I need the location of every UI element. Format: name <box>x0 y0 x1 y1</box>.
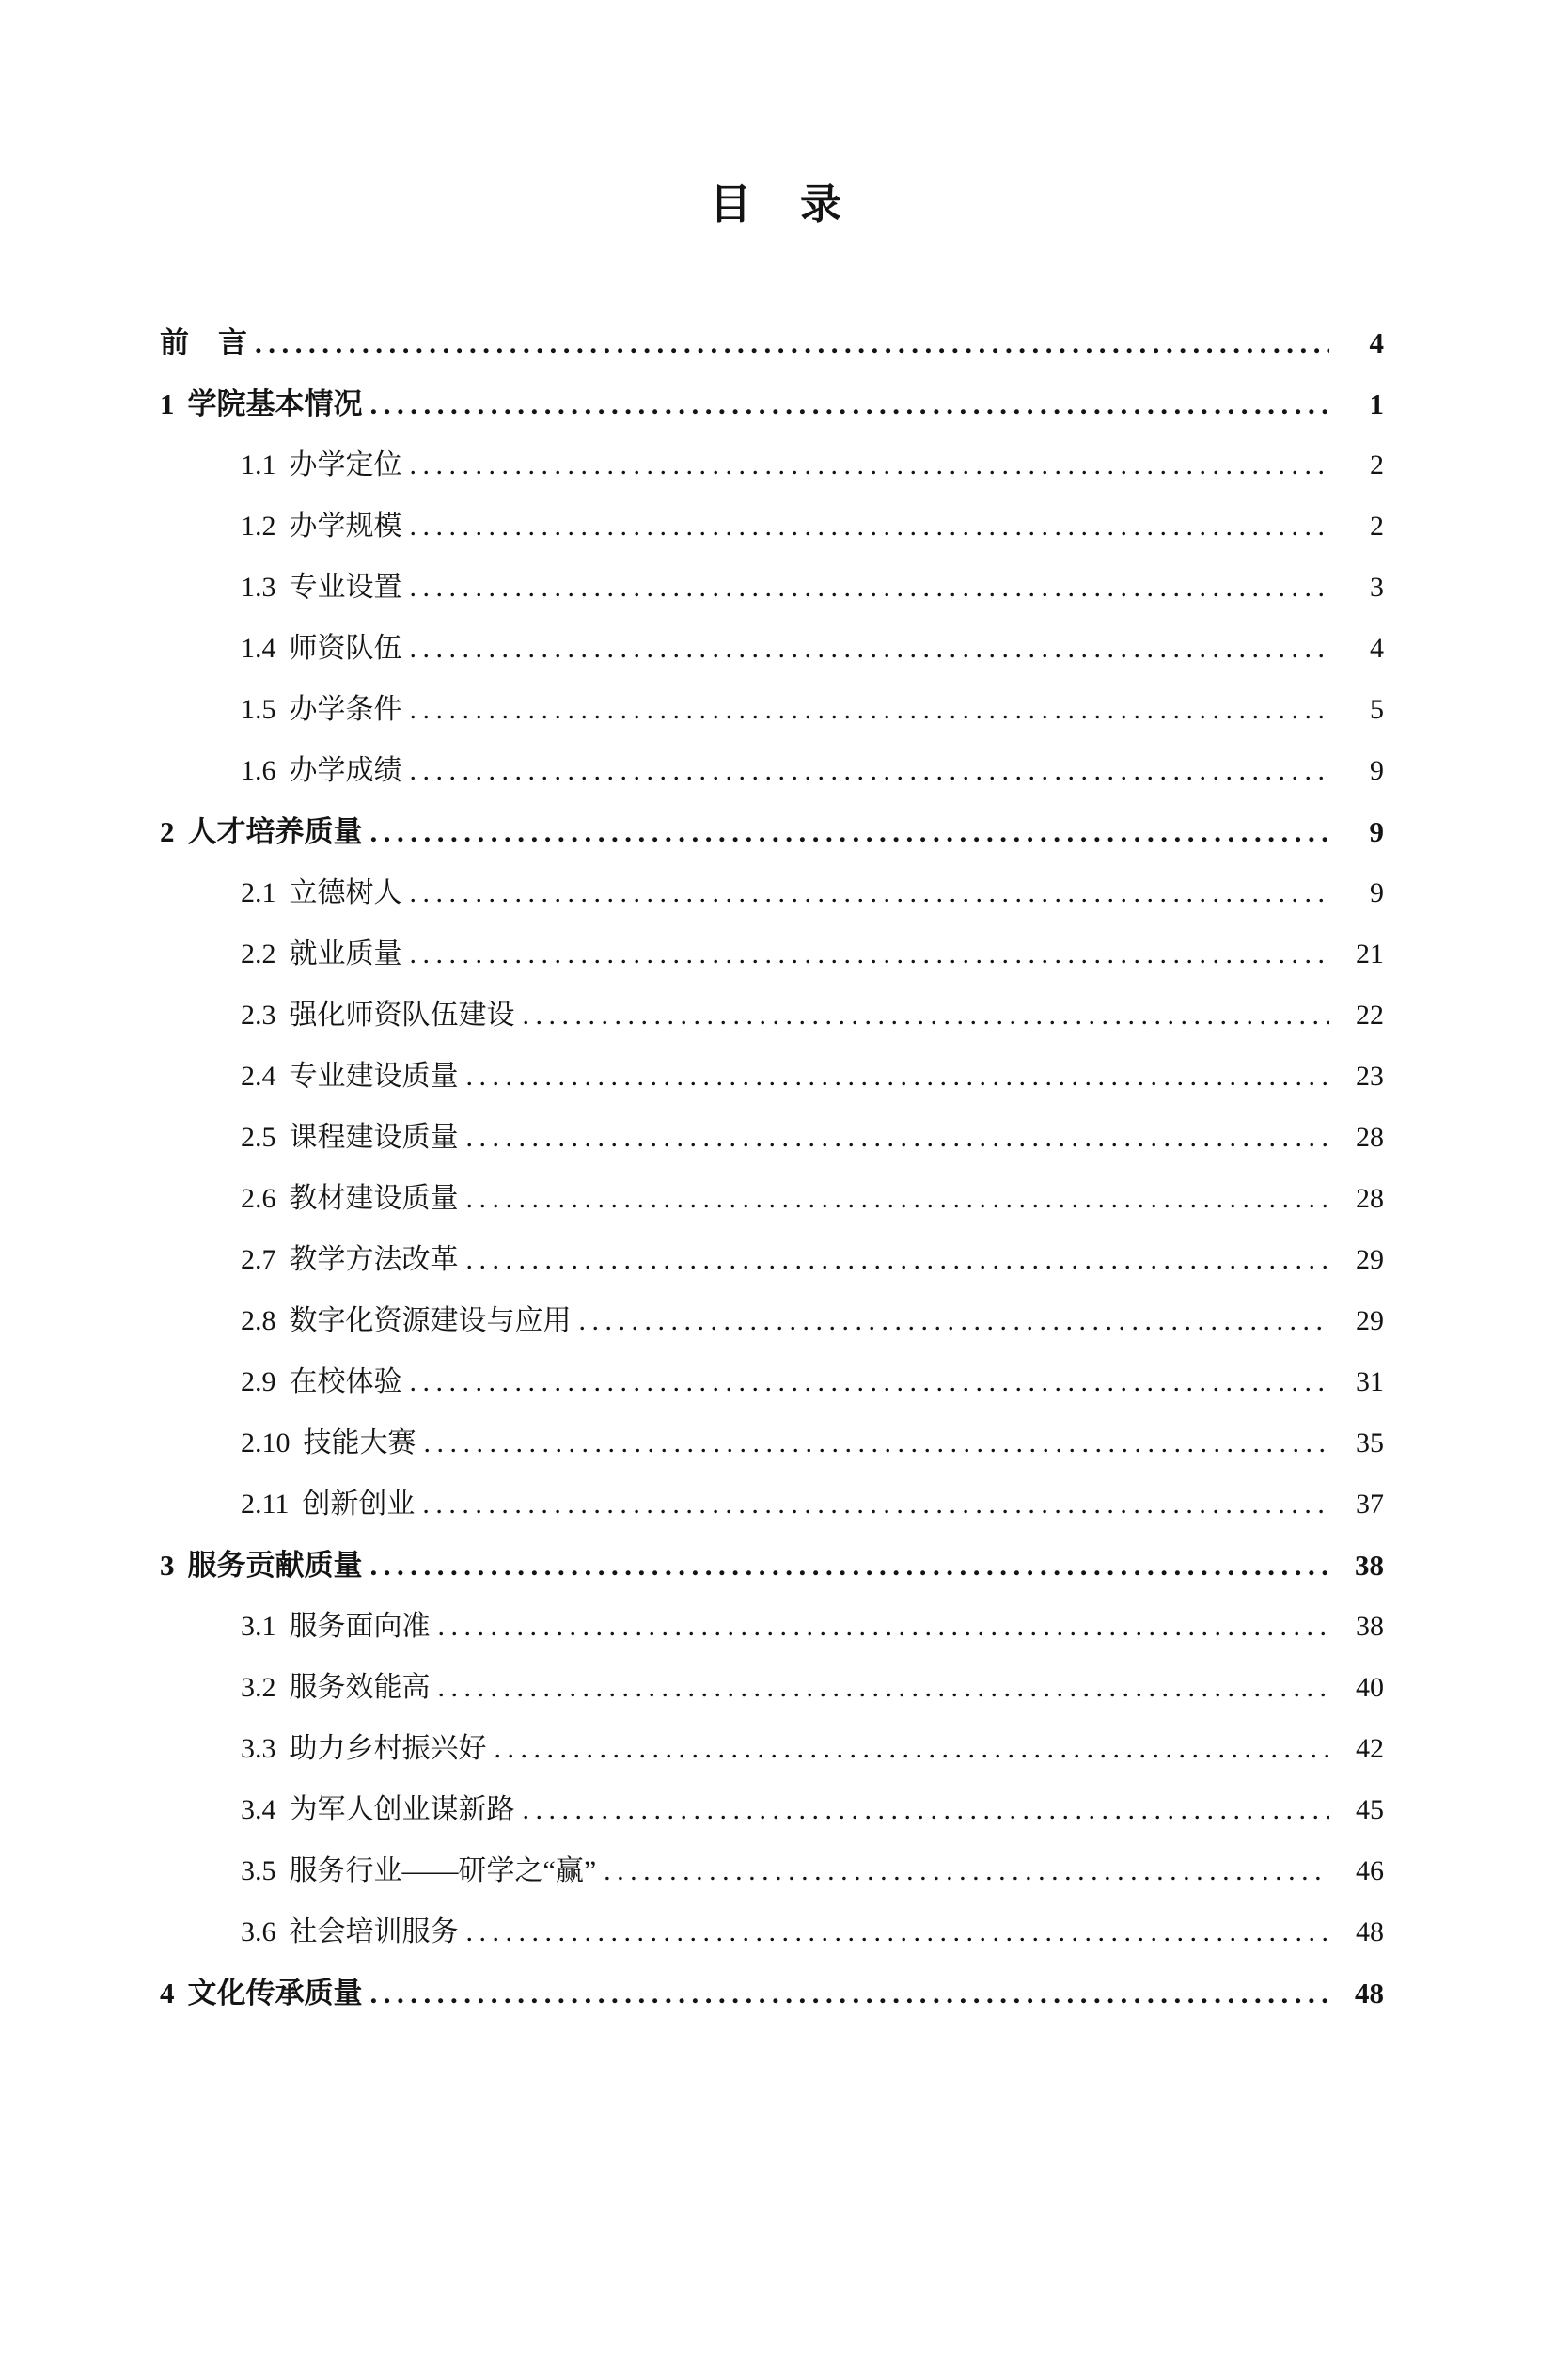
toc-entry-title: 服务行业——研学之“赢” <box>289 1854 597 1886</box>
toc-leader-dots <box>410 557 1330 618</box>
toc-entry-number: 1.6 <box>241 754 276 786</box>
toc-entry <box>160 1290 1384 1351</box>
toc-page-number: 38 <box>1355 1548 1384 1582</box>
toc-entry-number: 3.5 <box>241 1854 276 1886</box>
toc-entry-title: 服务贡献质量 <box>187 1548 363 1582</box>
toc-entry <box>160 1535 1384 1596</box>
toc-page-number: 35 <box>1356 1426 1384 1458</box>
toc-leader-dots <box>424 1412 1330 1474</box>
toc-leader-dots <box>523 1779 1330 1840</box>
toc-entry <box>160 434 1384 496</box>
toc-entry-title: 师资队伍 <box>289 632 402 664</box>
toc-page-number: 9 <box>1370 876 1384 908</box>
toc-entry-number: 4 <box>160 1976 175 2010</box>
toc-page-number: 2 <box>1370 510 1384 542</box>
toc-entry-title: 立德树人 <box>289 876 402 908</box>
toc-page-number: 48 <box>1356 1915 1384 1947</box>
toc-entry-title: 创新创业 <box>302 1488 416 1520</box>
page-title: 目 录 <box>710 181 845 228</box>
toc-entry <box>160 1596 1384 1657</box>
toc-leader-dots <box>422 1474 1329 1535</box>
toc-page-number: 38 <box>1356 1610 1384 1642</box>
toc-entry-number: 2.5 <box>241 1121 276 1153</box>
toc-leader-dots <box>438 1596 1330 1657</box>
toc-leader-dots <box>410 679 1330 740</box>
toc-entry <box>160 1107 1384 1168</box>
toc-page-number: 9 <box>1370 754 1384 786</box>
toc-entry <box>160 312 1384 373</box>
toc-entry-title: 服务面向准 <box>289 1610 431 1642</box>
toc-page-number: 40 <box>1356 1671 1384 1703</box>
toc-entry-number: 2.4 <box>241 1060 276 1092</box>
toc-entry <box>160 496 1384 557</box>
toc-entry-title: 人才培养质量 <box>187 814 363 848</box>
toc-leader-dots <box>410 862 1330 923</box>
toc-entry-number: 2.9 <box>241 1365 276 1397</box>
toc-page-number: 31 <box>1356 1365 1384 1397</box>
toc-entry-number: 3.6 <box>241 1915 276 1947</box>
toc-page-number: 42 <box>1356 1732 1384 1764</box>
toc-entry <box>160 373 1384 434</box>
toc-entry <box>160 1351 1384 1412</box>
toc-page-number: 5 <box>1370 693 1384 725</box>
toc-entry-title: 办学定位 <box>289 449 402 481</box>
toc-leader-dots <box>370 373 1330 434</box>
toc-leader-dots <box>370 1962 1330 2024</box>
toc-entry-title: 社会培训服务 <box>289 1915 459 1947</box>
toc-list <box>160 312 1384 2024</box>
toc-leader-dots <box>410 618 1330 679</box>
toc-entry <box>160 1779 1384 1840</box>
toc-leader-dots <box>466 1229 1330 1290</box>
toc-leader-dots <box>466 1168 1330 1229</box>
toc-entry-title: 专业设置 <box>289 571 402 603</box>
toc-entry-title: 办学条件 <box>289 693 402 725</box>
toc-page-number: 45 <box>1356 1793 1384 1825</box>
toc-entry-number: 3.4 <box>241 1793 276 1825</box>
toc-entry-number: 2.11 <box>241 1488 290 1520</box>
toc-entry <box>160 679 1384 740</box>
toc-entry <box>160 1962 1384 2024</box>
toc-entry-title: 学院基本情况 <box>187 386 363 420</box>
toc-entry-number: 2.1 <box>241 876 276 908</box>
toc-page-number: 4 <box>1369 325 1384 359</box>
toc-leader-dots <box>579 1290 1330 1351</box>
toc-entry <box>160 923 1384 985</box>
toc-leader-dots <box>466 1901 1330 1962</box>
toc-leader-dots <box>410 1351 1330 1412</box>
toc-page-number: 29 <box>1356 1304 1384 1336</box>
toc-entry-number: 2.2 <box>241 938 276 969</box>
toc-page-number: 48 <box>1355 1976 1384 2010</box>
toc-entry-title: 强化师资队伍建设 <box>289 999 515 1031</box>
toc-entry-title: 助力乡村振兴好 <box>289 1732 487 1764</box>
toc-page-number: 2 <box>1370 449 1384 481</box>
toc-entry <box>160 1229 1384 1290</box>
toc-page-number: 3 <box>1370 571 1384 603</box>
toc-entry-number: 1.4 <box>241 632 276 664</box>
toc-leader-dots <box>495 1718 1330 1779</box>
toc-entry <box>160 1657 1384 1718</box>
toc-entry-number: 1.1 <box>241 449 276 481</box>
toc-leader-dots <box>410 434 1330 496</box>
toc-page-number: 28 <box>1356 1121 1384 1153</box>
toc-entry <box>160 1474 1384 1535</box>
toc-entry-number: 2.7 <box>241 1243 276 1275</box>
toc-page-number: 28 <box>1356 1182 1384 1214</box>
toc-entry-title: 课程建设质量 <box>289 1121 459 1153</box>
toc-entry-number: 1.5 <box>241 693 276 725</box>
toc-entry <box>160 1046 1384 1107</box>
toc-leader-dots <box>466 1107 1330 1168</box>
toc-leader-dots <box>410 740 1330 801</box>
toc-entry-number: 3.3 <box>241 1732 276 1764</box>
toc-page-number: 21 <box>1356 938 1384 969</box>
toc-entry <box>160 1412 1384 1474</box>
toc-entry <box>160 1718 1384 1779</box>
toc-entry-title: 在校体验 <box>289 1365 402 1397</box>
toc-entry <box>160 557 1384 618</box>
toc-entry-title: 就业质量 <box>289 938 402 969</box>
toc-entry <box>160 801 1384 862</box>
toc-entry <box>160 1901 1384 1962</box>
toc-entry-title: 办学成绩 <box>289 754 402 786</box>
toc-entry-number: 3.1 <box>241 1610 276 1642</box>
toc-entry <box>160 862 1384 923</box>
toc-entry-title: 教学方法改革 <box>289 1243 459 1275</box>
toc-leader-dots <box>370 1535 1330 1596</box>
toc-leader-dots <box>466 1046 1330 1107</box>
toc-leader-dots <box>370 801 1330 862</box>
toc-leader-dots <box>604 1840 1329 1901</box>
toc-page-number: 37 <box>1356 1488 1384 1520</box>
toc-leader-dots <box>523 985 1330 1046</box>
toc-page-number: 46 <box>1356 1854 1384 1886</box>
toc-leader-dots <box>410 923 1330 985</box>
toc-entry-number: 3.2 <box>241 1671 276 1703</box>
toc-entry-number: 2 <box>160 814 175 848</box>
toc-leader-dots <box>255 312 1329 373</box>
toc-entry-title: 服务效能高 <box>289 1671 431 1703</box>
toc-entry <box>160 618 1384 679</box>
toc-page-number: 22 <box>1356 999 1384 1031</box>
toc-entry-number: 1 <box>160 386 175 420</box>
toc-leader-dots <box>410 496 1330 557</box>
document-page <box>0 181 1555 2380</box>
toc-entry-title: 教材建设质量 <box>289 1182 459 1214</box>
toc-entry-number: 1.3 <box>241 571 276 603</box>
toc-page-number: 9 <box>1369 814 1384 848</box>
toc-page-number: 29 <box>1356 1243 1384 1275</box>
toc-entry-title: 为军人创业谋新路 <box>289 1793 515 1825</box>
toc-entry-title: 前 言 <box>160 325 247 359</box>
toc-page-number: 4 <box>1370 632 1384 664</box>
toc-entry-number: 2.6 <box>241 1182 276 1214</box>
toc-entry-number: 2.8 <box>241 1304 276 1336</box>
toc-entry-number: 2.3 <box>241 999 276 1031</box>
toc-entry <box>160 740 1384 801</box>
toc-page-number: 1 <box>1369 386 1384 420</box>
toc-entry-number: 2.10 <box>241 1426 291 1458</box>
toc-entry-title: 专业建设质量 <box>289 1060 459 1092</box>
toc-entry <box>160 1840 1384 1901</box>
toc-entry-number: 3 <box>160 1548 175 1582</box>
toc-entry <box>160 1168 1384 1229</box>
toc-page-number: 23 <box>1356 1060 1384 1092</box>
toc-leader-dots <box>438 1657 1330 1718</box>
toc-entry-number: 1.2 <box>241 510 276 542</box>
toc-entry-title: 技能大赛 <box>303 1426 416 1458</box>
toc-entry-title: 数字化资源建设与应用 <box>289 1304 572 1336</box>
toc-entry-title: 文化传承质量 <box>187 1976 363 2010</box>
toc-entry-title: 办学规模 <box>289 510 402 542</box>
toc-entry <box>160 985 1384 1046</box>
